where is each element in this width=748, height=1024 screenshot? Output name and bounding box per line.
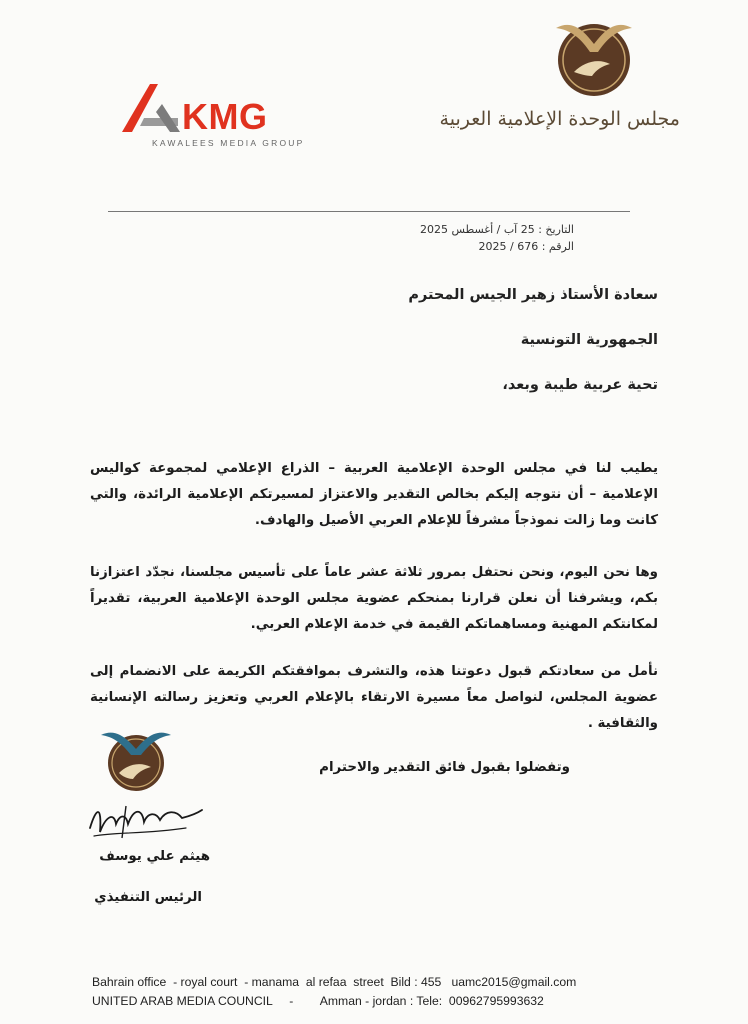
signature-icon xyxy=(86,798,206,844)
council-emblem-icon xyxy=(546,14,642,100)
signer-title: الرئيس التنفيذي xyxy=(94,890,202,905)
body-paragraph-1: يطيب لنا في مجلس الوحدة الإعلامية العربية – الذراع الإعلامي لمجموعة كواليس الإعلامية – أن نتوجه إليكم بخالص التقدير والاعتزاز لمسيرتكم الإعلامية الرائدة، والتي كانت وما زالت نموذجاً مشرفاً للإعلام العربي الأصيل والهادف. xyxy=(90,461,658,528)
body-paragraph-2: وها نحن اليوم، ونحن نحتفل بمرور ثلاثة عشر عاماً على تأسيس مجلسنا، نجدّد اعتزازنا بكم، ويشرفنا أن نعلن قرارنا بمنحكم عضوية مجلس الوحدة الإعلامية العربية، تقديراً لمكانتكم المهنية ومساهماتكم القيمة في خدمة الإعلام العربي. xyxy=(90,565,658,632)
footer xyxy=(92,973,576,1011)
letter-reference: الرقم : 676 / 2025 xyxy=(478,240,574,253)
signer-name: هيثم علي يوسف xyxy=(99,849,210,864)
closing-line: وتفضلوا بقبول فائق التقدير والاحترام xyxy=(319,760,570,775)
kmg-subtitle: KAWALEES MEDIA GROUP xyxy=(152,138,305,148)
greeting: تحية عربية طيبة وبعد، xyxy=(502,377,658,393)
letter-date: التاريخ : 25 آب / أغسطس 2025 xyxy=(419,223,574,236)
kmg-logo xyxy=(120,82,305,152)
council-logo-name: مجلس الوحدة الإعلامية العربية xyxy=(439,108,680,130)
letter-meta xyxy=(420,221,574,255)
footer-line-2: UNITED ARAB MEDIA COUNCIL - Amman - jordan : Tele: 00962795993632 xyxy=(92,994,544,1008)
addressee-name: سعادة الأستاذ زهير الجيس المحترم xyxy=(408,287,658,303)
body-paragraph-3: نأمل من سعادتكم قبول دعوتنا هذه، والتشرف بموافقتكم الكريمة على الانضمام إلى عضوية المجلس، لنواصل معاً مسيرة الارتقاء بالإعلام العربي وتعزيز رسالته الإنسانية والثقافية . xyxy=(90,664,658,731)
council-seal-icon xyxy=(97,727,175,793)
kmg-wordmark: KMG xyxy=(182,96,268,137)
header-divider xyxy=(108,211,630,212)
council-logo xyxy=(439,14,680,146)
kmg-mark-icon xyxy=(120,82,190,137)
footer-line-1: Bahrain office - royal court - manama al refaa street Bild : 455 uamc2015@gmail.com xyxy=(92,975,577,989)
addressee-country: الجمهورية التونسية xyxy=(520,332,658,348)
